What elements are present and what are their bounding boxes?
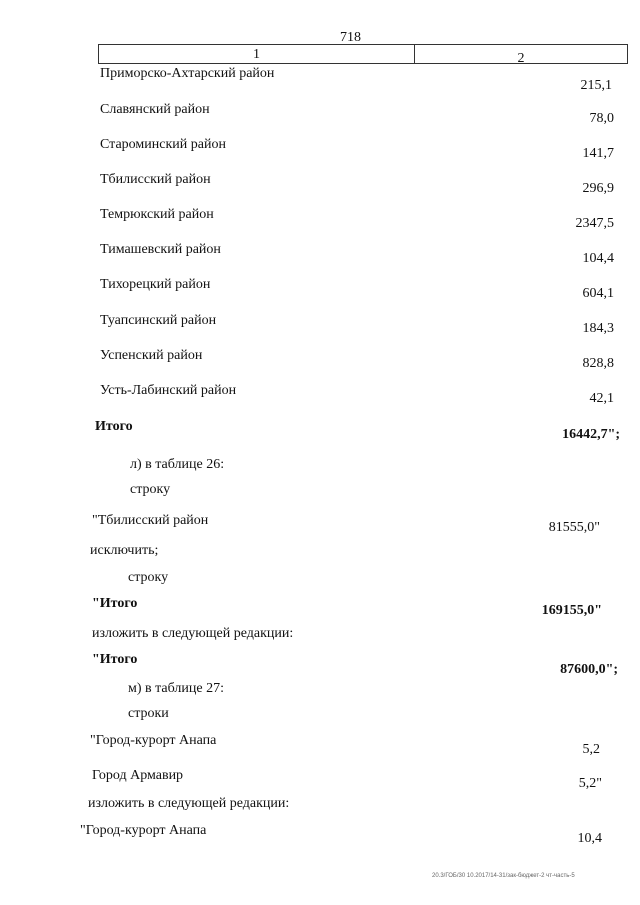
- anapa-new-value: 10,4: [577, 831, 602, 846]
- row-label: Туапсинский район: [100, 313, 217, 328]
- footer-note: 20.3/ГОБ/30 10.2017/14-31/зак-бюджет-2 чт-часть-5: [432, 873, 575, 879]
- tbilisi-label: "Тбилисский район: [92, 513, 209, 528]
- row-value: 604,1: [582, 286, 614, 301]
- row-value: 42,1: [589, 391, 614, 406]
- section-l-row-word: строку: [130, 482, 171, 497]
- row-value: 215,1: [580, 78, 612, 93]
- section-m-intro: м) в таблице 27:: [128, 681, 224, 696]
- column-header-1: 1: [253, 47, 260, 62]
- anapa-label: "Город-курорт Анапа: [90, 733, 217, 748]
- column-header-2: 2: [414, 45, 627, 63]
- table-header: [98, 44, 628, 64]
- armavir-value: 5,2": [578, 776, 602, 791]
- row-value: 104,4: [582, 251, 614, 266]
- row-value: 78,0: [589, 111, 614, 126]
- total-old-label: "Итого: [92, 596, 138, 611]
- row-label: Усть-Лабинский район: [100, 383, 237, 398]
- page-number: 718: [340, 30, 361, 45]
- total-value: 16442,7";: [562, 427, 620, 442]
- row-label: Тихорецкий район: [100, 277, 211, 292]
- row-label: Тбилисский район: [100, 172, 211, 187]
- section-l-intro: л) в таблице 26:: [130, 457, 225, 472]
- total-label: Итого: [95, 419, 133, 434]
- row-value: 141,7: [582, 146, 614, 161]
- row-label: Славянский район: [100, 102, 210, 117]
- total-new-label: "Итого: [92, 652, 138, 667]
- row-label: Приморско-Ахтарский район: [100, 66, 275, 81]
- row-label: Староминский район: [100, 137, 226, 152]
- section-m-rows-word: строки: [128, 706, 169, 721]
- row-value: 184,3: [582, 321, 614, 336]
- restate-text: изложить в следующей редакции:: [92, 626, 294, 641]
- row-value: 2347,5: [575, 216, 614, 231]
- row-value: 828,8: [582, 356, 614, 371]
- total-old-value: 169155,0": [541, 603, 602, 618]
- section-l-row-word-2: строку: [128, 570, 169, 585]
- armavir-label: Город Армавир: [92, 768, 184, 783]
- row-label: Успенский район: [100, 348, 203, 363]
- anapa-new-label: "Город-курорт Анапа: [80, 823, 207, 838]
- row-label: Темрюкский район: [100, 207, 214, 222]
- anapa-value: 5,2: [582, 742, 600, 757]
- restate-text-m: изложить в следующей редакции:: [88, 796, 290, 811]
- tbilisi-value: 81555,0": [548, 520, 600, 535]
- row-label: Тимашевский район: [100, 242, 221, 257]
- row-value: 296,9: [582, 181, 614, 196]
- total-new-value: 87600,0";: [560, 662, 618, 677]
- exclude-text: исключить;: [90, 543, 159, 558]
